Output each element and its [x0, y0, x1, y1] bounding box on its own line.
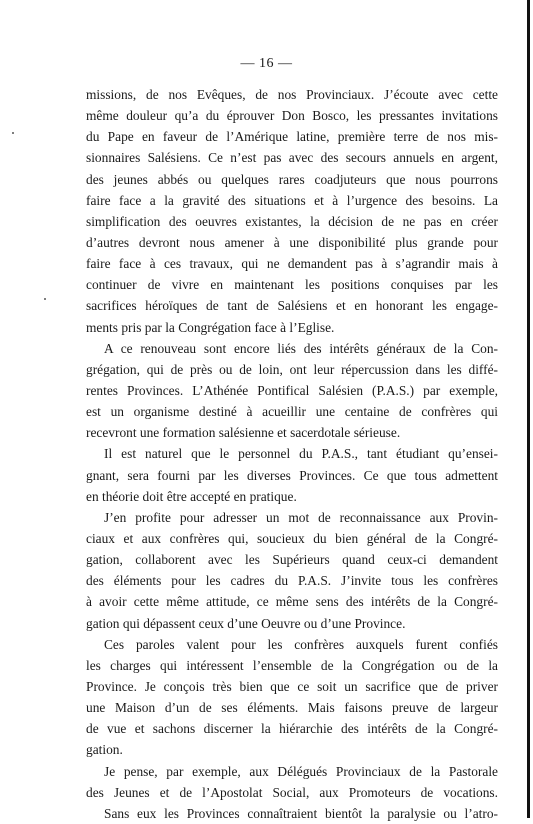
- text-line: est un organisme destiné à acueillir une centaine de confrères qui: [86, 404, 498, 420]
- text-line: Il est naturel que le personnel du P.A.S., tant étudiant qu’ensei-: [104, 446, 498, 462]
- text-line: continuer de vivre en maintenant les positions conquises par les: [86, 277, 498, 293]
- text-line: même douleur qu’a du éprouver Don Bosco, les pressantes invitations: [86, 108, 498, 124]
- page-number: — 16 —: [240, 56, 293, 71]
- text-line: grégation, qui de près ou de loin, ont leur répercussion dans les diffé-: [86, 361, 498, 377]
- text-line: des éléments pour les cadres du P.A.S. J’invite tous les confrères: [86, 573, 498, 589]
- body-text: [86, 84, 498, 824]
- text-line: du Pape en faveur de l’Amérique latine, première terre de nos mis-: [86, 129, 498, 145]
- page-edge-rule: [527, 0, 530, 818]
- text-line: une Maison d’un de ses éléments. Mais faisons preuve de largeur: [86, 700, 498, 716]
- text-line: Je pense, par exemple, aux Délégués Provinciaux de la Pastorale: [104, 763, 498, 779]
- text-line: faire face à ces travaux, qui ne demandent pas à s’agrandir mais à: [86, 256, 498, 272]
- text-line: missions, de nos Evêques, de nos Provinciaux. J’écoute avec cette: [86, 87, 498, 102]
- text-line: J’en profite pour adresser un mot de reconnaissance aux Provin-: [104, 509, 498, 525]
- text-line: en théorie doit être accepté en pratique.: [86, 488, 297, 504]
- text-line: des jeunes abbés ou quelques rares coadjuteurs que nous pourrons: [86, 171, 498, 187]
- text-line: des Jeunes et de l’Apostolat Social, aux Promoteurs de vocations.: [86, 784, 498, 800]
- text-line: les charges qui intéressent l’ensemble de la Congrégation ou de la: [86, 657, 498, 673]
- text-line: faire face a la gravité des situations et à l’urgence des besoins. La: [86, 192, 498, 208]
- text-line: Sans eux les Provinces connaîtraient bientôt la paralysie ou l’atro-: [104, 805, 498, 821]
- text-line: ciaux et aux confrères qui, soucieux du bien général de la Congré-: [86, 530, 498, 546]
- text-line: rentes Provinces. L’Athénée Pontifical Salésien (P.A.S.) par exemple,: [86, 382, 498, 398]
- text-line: de vue et sachons discerner la hiérarchie des intérêts de la Congré-: [86, 721, 498, 737]
- text-line: gnant, sera fourni par les diverses Provinces. Ce que tous admettent: [86, 467, 498, 483]
- text-line: d’autres devront nous amener à une disponibilité plus grande pour: [86, 234, 498, 250]
- text-line: sacrifices héroïques de tant de Salésiens et en honorant les engage-: [86, 298, 498, 314]
- text-line: Province. Je conçois très bien que ce soit un sacrifice que de priver: [86, 678, 498, 694]
- text-line: à avoir cette même attitude, ce même sens des intérêts de la Congré-: [86, 594, 498, 610]
- text-line: A ce renouveau sont encore liés des intérêts généraux de la Con-: [104, 340, 498, 356]
- margin-speck: [12, 132, 14, 134]
- text-line: gation.: [86, 742, 123, 758]
- margin-speck: [44, 298, 46, 300]
- text-line: sionnaires Salésiens. Ce n’est pas avec des secours annuels en argent,: [86, 150, 498, 166]
- text-line: gation, collaborent avec les Supérieurs quand ceux-ci demandent: [86, 552, 498, 568]
- text-line: ments pris par la Congrégation face à l’Eglise.: [86, 319, 335, 335]
- text-line: gation qui dépassent ceux d’une Oeuvre ou d’une Province.: [86, 615, 406, 631]
- text-line: simplification des oeuvres existantes, la décision de ne pas en créer: [86, 213, 498, 229]
- text-line: Ces paroles valent pour les confrères auxquels furent confiés: [104, 636, 498, 652]
- text-line: recevront une formation salésienne et sacerdotale sérieuse.: [86, 425, 401, 441]
